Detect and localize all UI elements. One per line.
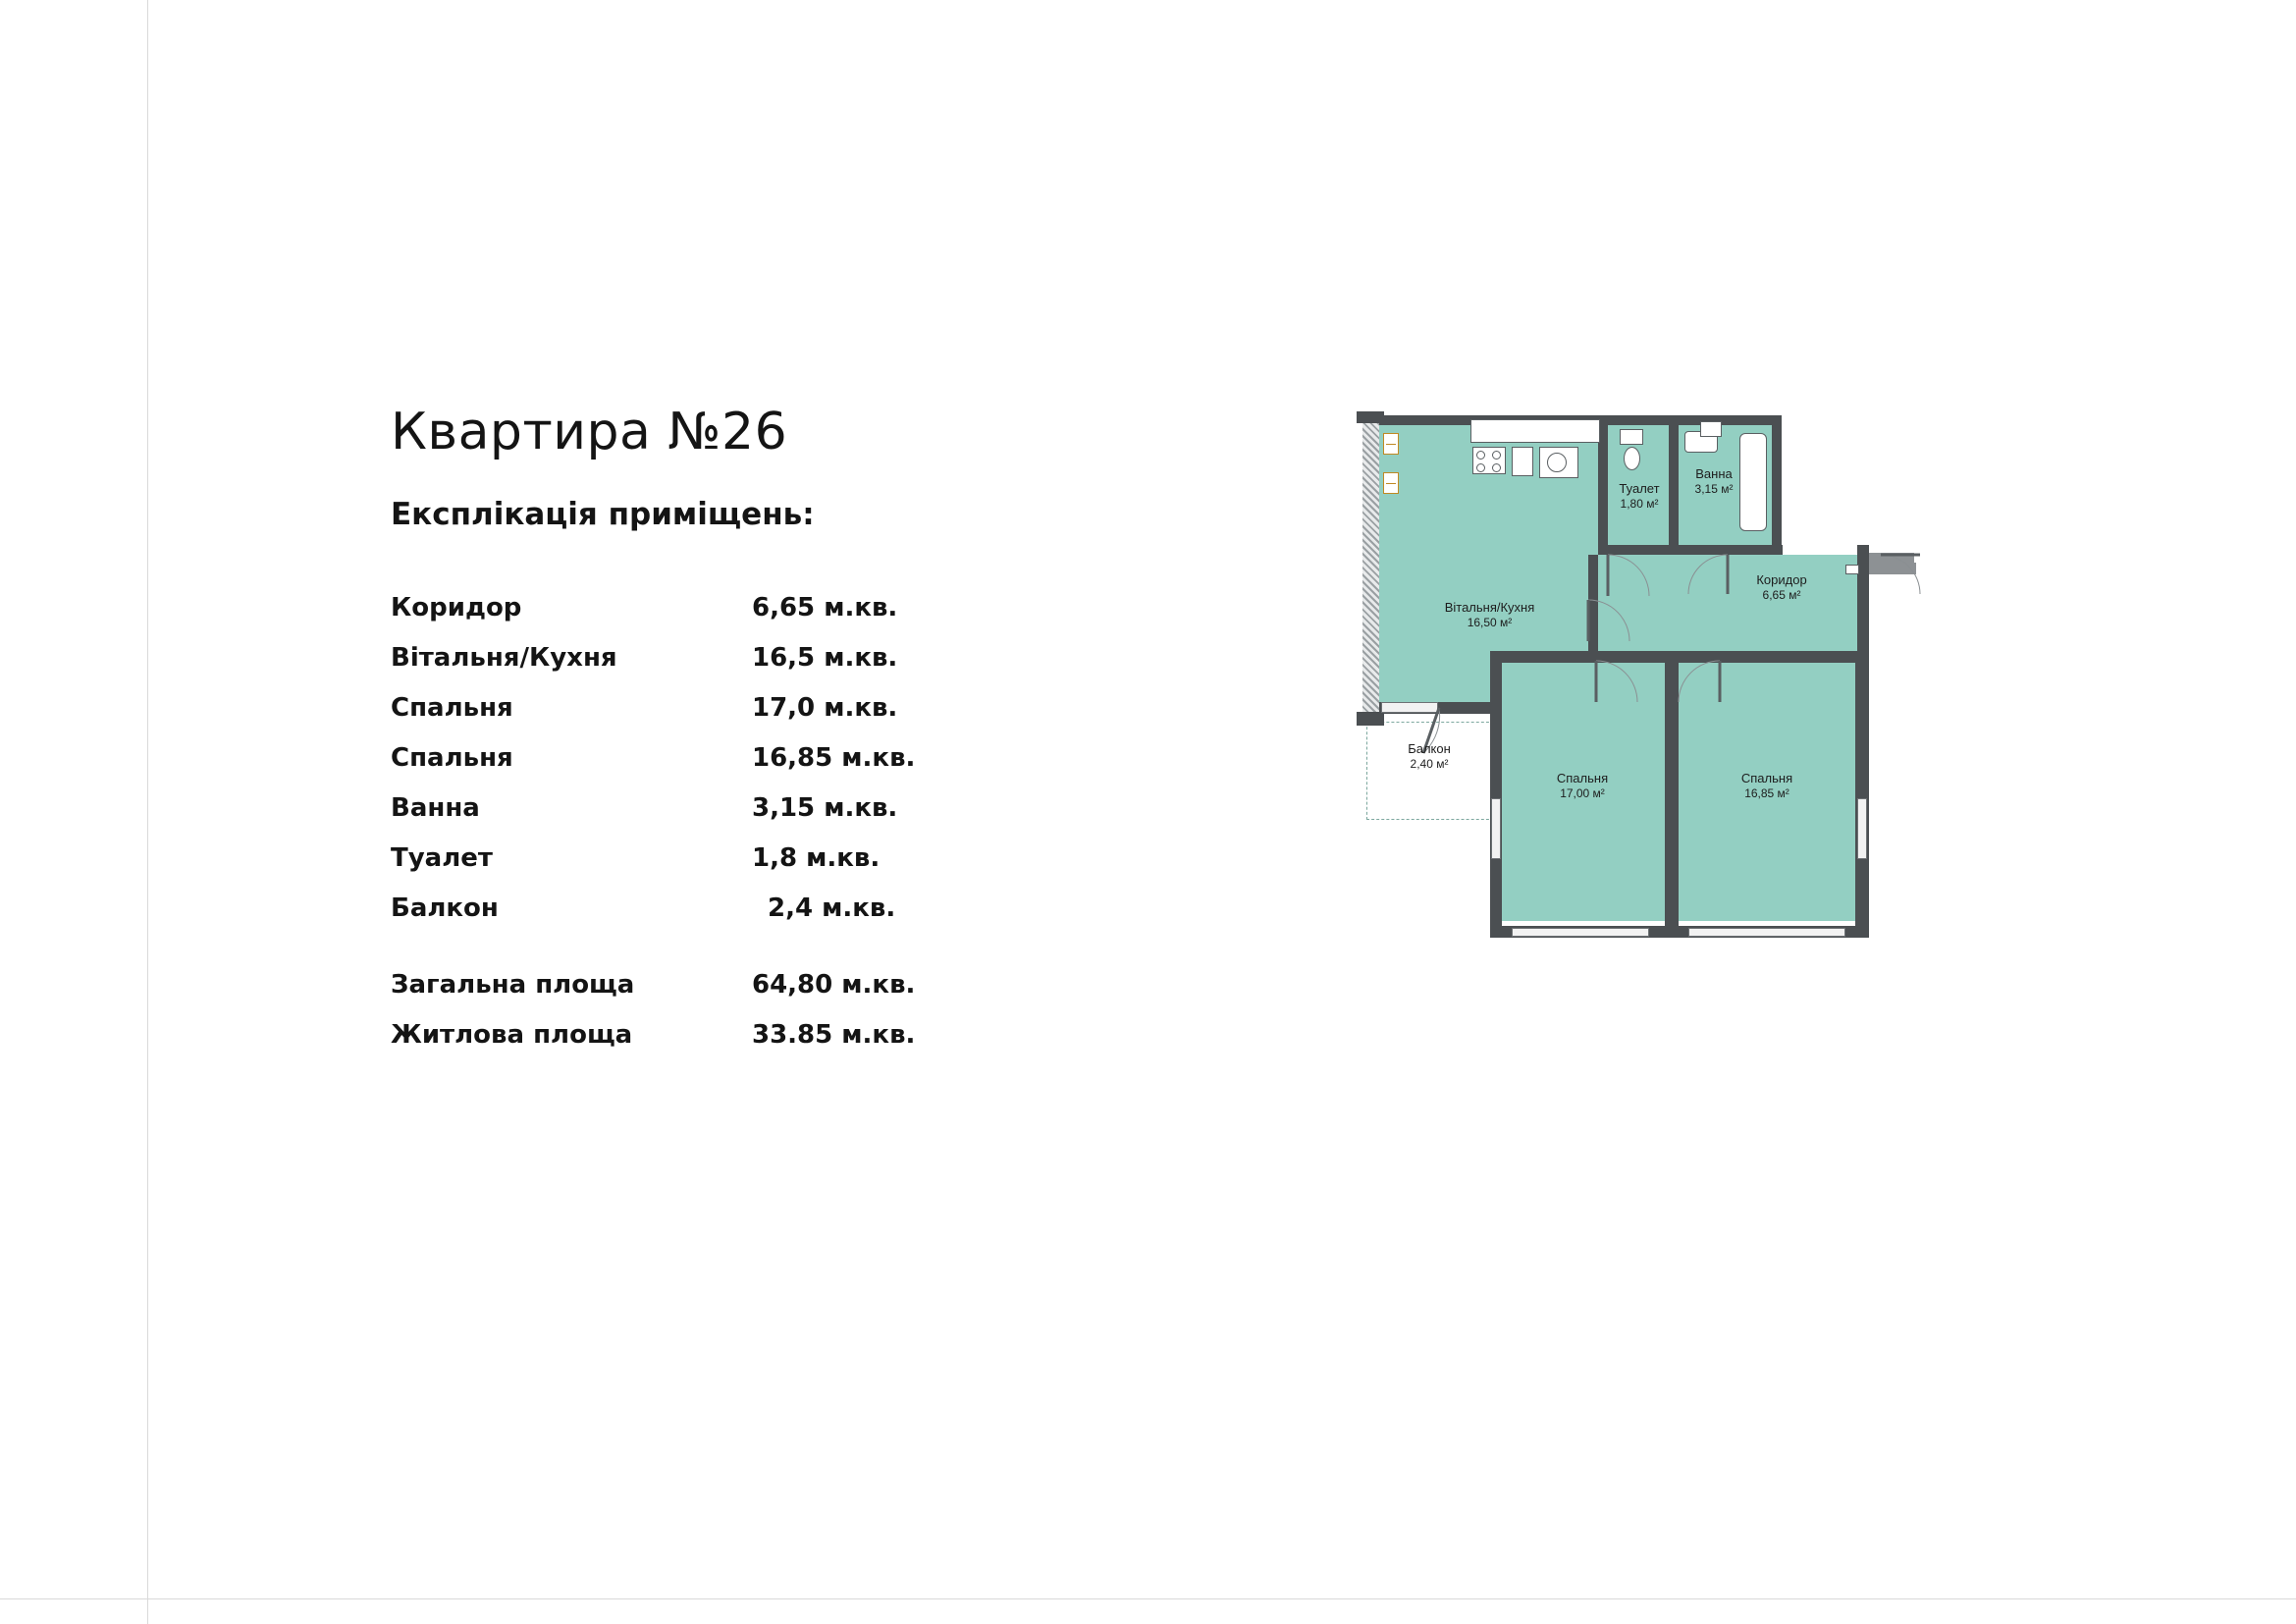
sheet-border-bottom: [0, 1598, 2296, 1599]
room-name: Спальня: [1740, 771, 1793, 785]
legend-heading: Експлікація приміщень:: [391, 497, 815, 532]
sheet-border-left: [147, 0, 148, 1624]
legend-room-name: Спальня: [391, 743, 513, 773]
door-swing-arcs: [1355, 407, 2160, 1213]
room-area: 3,15 м²: [1694, 482, 1734, 497]
room-label-balcony: [1374, 741, 1484, 772]
legend-total-name: Загальна площа: [391, 970, 635, 1000]
room-area: 16,85 м²: [1744, 786, 1789, 801]
legend-room-area: 6,65 м.кв.: [752, 593, 898, 623]
legend-total-value: 33.85 м.кв.: [752, 1020, 916, 1050]
legend-row: [391, 743, 1078, 773]
room-name: Балкон: [1408, 741, 1451, 756]
room-name: Спальня: [1556, 771, 1609, 785]
room-name: Коридор: [1756, 572, 1807, 587]
legend-room-name: Вітальня/Кухня: [391, 643, 617, 673]
legend-row: [391, 593, 1078, 623]
legend-totals: [391, 970, 1078, 1050]
legend-room-area: 17,0 м.кв.: [752, 693, 898, 723]
legend-room-area: 1,8 м.кв.: [752, 843, 881, 873]
room-label-bedroom-1: [1514, 771, 1651, 801]
legend-room-name: Спальня: [391, 693, 513, 723]
room-label-toilet: [1604, 481, 1675, 512]
room-label-bath: [1679, 466, 1749, 497]
legend-room-name: Ванна: [391, 793, 480, 823]
page-title: Квартира №26: [391, 403, 788, 461]
room-label-corridor: [1728, 572, 1836, 603]
legend-row: [391, 643, 1078, 673]
room-area: 1,80 м²: [1620, 497, 1659, 512]
legend-row: [391, 843, 1078, 873]
room-name: Ванна: [1695, 466, 1733, 481]
room-name: Вітальня/Кухня: [1444, 600, 1535, 615]
legend-room-area: 16,85 м.кв.: [752, 743, 916, 773]
legend-total-value: 64,80 м.кв.: [752, 970, 916, 1000]
legend-room-area: 3,15 м.кв.: [752, 793, 898, 823]
apartment-legend: [391, 403, 1078, 1070]
legend-row: [391, 793, 1078, 823]
room-label-bedroom-2: [1698, 771, 1836, 801]
legend-row: [391, 693, 1078, 723]
legend-room-name: Балкон: [391, 893, 499, 923]
room-area: 2,40 м²: [1410, 757, 1449, 772]
room-label-living-kitchen: [1394, 600, 1585, 630]
legend-total-row: [391, 1020, 1078, 1050]
room-area: 6,65 м²: [1762, 588, 1801, 603]
floor-plan: [1355, 407, 2160, 1213]
room-area: 17,00 м²: [1560, 786, 1605, 801]
legend-room-name: Коридор: [391, 593, 522, 623]
legend-room-area: 2,4 м.кв.: [768, 893, 896, 923]
legend-total-name: Житлова площа: [391, 1020, 633, 1050]
legend-total-row: [391, 970, 1078, 1000]
legend-room-area: 16,5 м.кв.: [752, 643, 898, 673]
legend-row: [391, 893, 1078, 923]
legend-room-name: Туалет: [391, 843, 493, 873]
room-area: 16,50 м²: [1467, 616, 1513, 630]
room-name: Туалет: [1619, 481, 1660, 496]
